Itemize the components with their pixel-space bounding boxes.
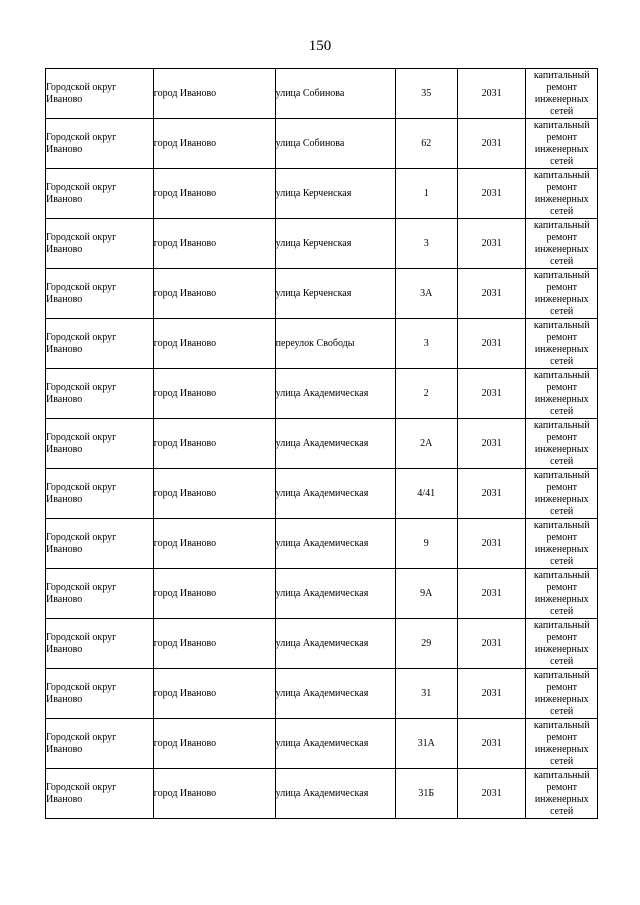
cell-year: 2031 [457,119,525,169]
table-row [46,769,598,819]
cell-gorod: город Иваново [153,619,275,669]
cell-year: 2031 [457,669,525,719]
cell-street: улица Керченская [275,169,395,219]
table-row [46,669,598,719]
cell-work-type: капитальный ремонт инженерных сетей [526,319,598,369]
cell-okrug: Городской округ Иваново [46,219,154,269]
cell-house-number: 31 [395,669,457,719]
cell-house-number: 62 [395,119,457,169]
table-row [46,719,598,769]
cell-year: 2031 [457,269,525,319]
cell-street: улица Академическая [275,619,395,669]
cell-gorod: город Иваново [153,169,275,219]
cell-house-number: 35 [395,69,457,119]
table-row [46,619,598,669]
cell-street: улица Академическая [275,569,395,619]
cell-work-type: капитальный ремонт инженерных сетей [526,169,598,219]
table-row [46,169,598,219]
cell-house-number: 31Б [395,769,457,819]
cell-house-number: 3 [395,319,457,369]
cell-house-number: 2А [395,419,457,469]
cell-okrug: Городской округ Иваново [46,369,154,419]
table-row [46,519,598,569]
cell-year: 2031 [457,69,525,119]
cell-street: улица Академическая [275,719,395,769]
cell-okrug: Городской округ Иваново [46,569,154,619]
cell-street: улица Керченская [275,269,395,319]
cell-house-number: 3А [395,269,457,319]
cell-gorod: город Иваново [153,769,275,819]
cell-okrug: Городской округ Иваново [46,619,154,669]
cell-street: улица Академическая [275,519,395,569]
cell-gorod: город Иваново [153,69,275,119]
table-row [46,119,598,169]
cell-gorod: город Иваново [153,469,275,519]
cell-year: 2031 [457,469,525,519]
table-row [46,369,598,419]
cell-okrug: Городской округ Иваново [46,319,154,369]
cell-year: 2031 [457,219,525,269]
table-row [46,269,598,319]
cell-work-type: капитальный ремонт инженерных сетей [526,119,598,169]
cell-street: улица Собинова [275,119,395,169]
cell-gorod: город Иваново [153,719,275,769]
cell-year: 2031 [457,719,525,769]
cell-gorod: город Иваново [153,669,275,719]
cell-work-type: капитальный ремонт инженерных сетей [526,219,598,269]
cell-house-number: 1 [395,169,457,219]
cell-year: 2031 [457,419,525,469]
cell-street: улица Академическая [275,369,395,419]
cell-street: улица Академическая [275,669,395,719]
cell-gorod: город Иваново [153,219,275,269]
cell-okrug: Городской округ Иваново [46,169,154,219]
table-row [46,69,598,119]
cell-house-number: 3 [395,219,457,269]
cell-okrug: Городской округ Иваново [46,519,154,569]
cell-okrug: Городской округ Иваново [46,669,154,719]
cell-work-type: капитальный ремонт инженерных сетей [526,469,598,519]
cell-work-type: капитальный ремонт инженерных сетей [526,519,598,569]
cell-gorod: город Иваново [153,269,275,319]
cell-house-number: 9 [395,519,457,569]
cell-okrug: Городской округ Иваново [46,719,154,769]
cell-work-type: капитальный ремонт инженерных сетей [526,419,598,469]
table-row [46,419,598,469]
cell-gorod: город Иваново [153,419,275,469]
cell-work-type: капитальный ремонт инженерных сетей [526,369,598,419]
cell-street: улица Академическая [275,469,395,519]
housing-registry-table [45,68,598,819]
cell-okrug: Городской округ Иваново [46,419,154,469]
table-row [46,469,598,519]
cell-work-type: капитальный ремонт инженерных сетей [526,69,598,119]
cell-house-number: 29 [395,619,457,669]
cell-year: 2031 [457,619,525,669]
cell-street: улица Академическая [275,769,395,819]
cell-okrug: Городской округ Иваново [46,119,154,169]
cell-gorod: город Иваново [153,519,275,569]
cell-okrug: Городской округ Иваново [46,69,154,119]
cell-work-type: капитальный ремонт инженерных сетей [526,769,598,819]
cell-year: 2031 [457,369,525,419]
cell-house-number: 4/41 [395,469,457,519]
cell-street: улица Собинова [275,69,395,119]
cell-year: 2031 [457,769,525,819]
cell-work-type: капитальный ремонт инженерных сетей [526,669,598,719]
cell-okrug: Городской округ Иваново [46,469,154,519]
cell-gorod: город Иваново [153,569,275,619]
cell-street: улица Керченская [275,219,395,269]
table-body [46,69,598,819]
cell-year: 2031 [457,569,525,619]
cell-house-number: 2 [395,369,457,419]
cell-work-type: капитальный ремонт инженерных сетей [526,569,598,619]
cell-okrug: Городской округ Иваново [46,769,154,819]
table-row [46,569,598,619]
cell-year: 2031 [457,169,525,219]
table-row [46,319,598,369]
cell-house-number: 31А [395,719,457,769]
cell-gorod: город Иваново [153,369,275,419]
cell-work-type: капитальный ремонт инженерных сетей [526,269,598,319]
cell-okrug: Городской округ Иваново [46,269,154,319]
cell-work-type: капитальный ремонт инженерных сетей [526,619,598,669]
cell-house-number: 9А [395,569,457,619]
table-row [46,219,598,269]
cell-gorod: город Иваново [153,319,275,369]
cell-work-type: капитальный ремонт инженерных сетей [526,719,598,769]
cell-street: улица Академическая [275,419,395,469]
cell-year: 2031 [457,319,525,369]
cell-gorod: город Иваново [153,119,275,169]
page-number: 150 [308,38,332,54]
cell-year: 2031 [457,519,525,569]
cell-street: переулок Свободы [275,319,395,369]
